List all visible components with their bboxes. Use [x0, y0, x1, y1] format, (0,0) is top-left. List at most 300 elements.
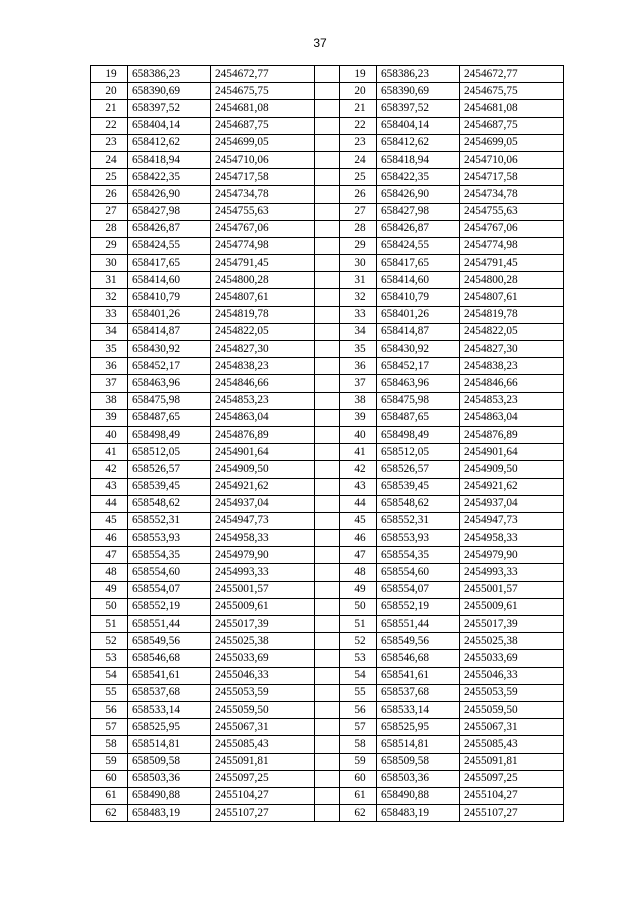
y-coordinate-cell: 2454717,58 — [211, 169, 315, 186]
table-row — [91, 719, 564, 736]
point-number-cell: 62 — [340, 805, 377, 822]
y-coordinate-cell: 2454947,73 — [211, 512, 315, 529]
point-number-cell: 38 — [91, 392, 128, 409]
point-number-cell: 31 — [340, 272, 377, 289]
x-coordinate-cell: 658414,60 — [377, 272, 460, 289]
x-coordinate-cell: 658404,14 — [128, 117, 211, 134]
column-gap-cell — [315, 547, 340, 564]
x-coordinate-cell: 658551,44 — [128, 616, 211, 633]
point-number-cell: 28 — [340, 220, 377, 237]
y-coordinate-cell: 2454791,45 — [211, 255, 315, 272]
point-number-cell: 34 — [340, 323, 377, 340]
table-row — [91, 237, 564, 254]
column-gap-cell — [315, 461, 340, 478]
column-gap-cell — [315, 753, 340, 770]
point-number-cell: 42 — [91, 461, 128, 478]
x-coordinate-cell: 658487,65 — [377, 409, 460, 426]
point-number-cell: 59 — [340, 753, 377, 770]
y-coordinate-cell: 2454734,78 — [460, 186, 564, 203]
y-coordinate-cell: 2454672,77 — [211, 66, 315, 83]
y-coordinate-cell: 2455017,39 — [211, 616, 315, 633]
y-coordinate-cell: 2455107,27 — [211, 805, 315, 822]
point-number-cell: 20 — [340, 83, 377, 100]
point-number-cell: 19 — [340, 66, 377, 83]
table-row — [91, 186, 564, 203]
x-coordinate-cell: 658426,90 — [128, 186, 211, 203]
table-row — [91, 495, 564, 512]
table-row — [91, 169, 564, 186]
table-row — [91, 530, 564, 547]
x-coordinate-cell: 658549,56 — [128, 633, 211, 650]
x-coordinate-cell: 658498,49 — [377, 426, 460, 443]
x-coordinate-cell: 658553,93 — [128, 530, 211, 547]
x-coordinate-cell: 658546,68 — [128, 650, 211, 667]
y-coordinate-cell: 2454822,05 — [460, 323, 564, 340]
y-coordinate-cell: 2454901,64 — [211, 444, 315, 461]
point-number-cell: 56 — [91, 701, 128, 718]
x-coordinate-cell: 658414,87 — [128, 323, 211, 340]
y-coordinate-cell: 2454710,06 — [211, 151, 315, 168]
point-number-cell: 48 — [340, 564, 377, 581]
y-coordinate-cell: 2454921,62 — [211, 478, 315, 495]
point-number-cell: 28 — [91, 220, 128, 237]
x-coordinate-cell: 658526,57 — [377, 461, 460, 478]
point-number-cell: 50 — [91, 598, 128, 615]
point-number-cell: 23 — [340, 134, 377, 151]
y-coordinate-cell: 2454993,33 — [460, 564, 564, 581]
y-coordinate-cell: 2454681,08 — [211, 100, 315, 117]
x-coordinate-cell: 658417,65 — [377, 255, 460, 272]
y-coordinate-cell: 2454853,23 — [211, 392, 315, 409]
y-coordinate-cell: 2455009,61 — [460, 598, 564, 615]
table-row — [91, 478, 564, 495]
point-number-cell: 32 — [340, 289, 377, 306]
y-coordinate-cell: 2454774,98 — [211, 237, 315, 254]
x-coordinate-cell: 658537,68 — [377, 684, 460, 701]
x-coordinate-cell: 658418,94 — [377, 151, 460, 168]
table-row — [91, 736, 564, 753]
x-coordinate-cell: 658537,68 — [128, 684, 211, 701]
x-coordinate-cell: 658487,65 — [128, 409, 211, 426]
x-coordinate-cell: 658509,58 — [128, 753, 211, 770]
column-gap-cell — [315, 375, 340, 392]
x-coordinate-cell: 658549,56 — [377, 633, 460, 650]
table-row — [91, 272, 564, 289]
x-coordinate-cell: 658410,79 — [128, 289, 211, 306]
point-number-cell: 43 — [91, 478, 128, 495]
y-coordinate-cell: 2455091,81 — [460, 753, 564, 770]
column-gap-cell — [315, 805, 340, 822]
y-coordinate-cell: 2455033,69 — [211, 650, 315, 667]
x-coordinate-cell: 658427,98 — [128, 203, 211, 220]
point-number-cell: 21 — [91, 100, 128, 117]
table-row — [91, 633, 564, 650]
y-coordinate-cell: 2455033,69 — [460, 650, 564, 667]
y-coordinate-cell: 2454791,45 — [460, 255, 564, 272]
point-number-cell: 39 — [91, 409, 128, 426]
point-number-cell: 34 — [91, 323, 128, 340]
x-coordinate-cell: 658422,35 — [377, 169, 460, 186]
point-number-cell: 60 — [340, 770, 377, 787]
column-gap-cell — [315, 151, 340, 168]
point-number-cell: 53 — [91, 650, 128, 667]
point-number-cell: 52 — [91, 633, 128, 650]
y-coordinate-cell: 2454937,04 — [460, 495, 564, 512]
table-row — [91, 134, 564, 151]
y-coordinate-cell: 2455067,31 — [211, 719, 315, 736]
point-number-cell: 38 — [340, 392, 377, 409]
point-number-cell: 19 — [91, 66, 128, 83]
table-row — [91, 461, 564, 478]
x-coordinate-cell: 658418,94 — [128, 151, 211, 168]
table-row — [91, 426, 564, 443]
point-number-cell: 32 — [91, 289, 128, 306]
table-row — [91, 358, 564, 375]
table-row — [91, 255, 564, 272]
x-coordinate-cell: 658554,35 — [128, 547, 211, 564]
table-row — [91, 341, 564, 358]
x-coordinate-cell: 658490,88 — [377, 787, 460, 804]
column-gap-cell — [315, 633, 340, 650]
y-coordinate-cell: 2454767,06 — [460, 220, 564, 237]
point-number-cell: 26 — [340, 186, 377, 203]
point-number-cell: 49 — [340, 581, 377, 598]
y-coordinate-cell: 2454755,63 — [211, 203, 315, 220]
point-number-cell: 49 — [91, 581, 128, 598]
table-row — [91, 409, 564, 426]
y-coordinate-cell: 2454710,06 — [460, 151, 564, 168]
point-number-cell: 48 — [91, 564, 128, 581]
table-row — [91, 512, 564, 529]
x-coordinate-cell: 658490,88 — [128, 787, 211, 804]
x-coordinate-cell: 658410,79 — [377, 289, 460, 306]
point-number-cell: 57 — [91, 719, 128, 736]
x-coordinate-cell: 658541,61 — [377, 667, 460, 684]
point-number-cell: 46 — [91, 530, 128, 547]
table-row — [91, 770, 564, 787]
point-number-cell: 37 — [340, 375, 377, 392]
column-gap-cell — [315, 512, 340, 529]
x-coordinate-cell: 658553,93 — [377, 530, 460, 547]
point-number-cell: 33 — [91, 306, 128, 323]
y-coordinate-cell: 2454800,28 — [460, 272, 564, 289]
x-coordinate-cell: 658426,87 — [128, 220, 211, 237]
y-coordinate-cell: 2454876,89 — [211, 426, 315, 443]
y-coordinate-cell: 2454979,90 — [211, 547, 315, 564]
y-coordinate-cell: 2454901,64 — [460, 444, 564, 461]
x-coordinate-cell: 658548,62 — [377, 495, 460, 512]
y-coordinate-cell: 2455001,57 — [460, 581, 564, 598]
table-row — [91, 444, 564, 461]
x-coordinate-cell: 658554,35 — [377, 547, 460, 564]
point-number-cell: 29 — [91, 237, 128, 254]
point-number-cell: 62 — [91, 805, 128, 822]
point-number-cell: 53 — [340, 650, 377, 667]
table-row — [91, 289, 564, 306]
y-coordinate-cell: 2455097,25 — [211, 770, 315, 787]
point-number-cell: 46 — [340, 530, 377, 547]
point-number-cell: 39 — [340, 409, 377, 426]
column-gap-cell — [315, 409, 340, 426]
x-coordinate-cell: 658430,92 — [377, 341, 460, 358]
column-gap-cell — [315, 220, 340, 237]
x-coordinate-cell: 658552,19 — [377, 598, 460, 615]
point-number-cell: 23 — [91, 134, 128, 151]
column-gap-cell — [315, 289, 340, 306]
point-number-cell: 21 — [340, 100, 377, 117]
point-number-cell: 54 — [340, 667, 377, 684]
x-coordinate-cell: 658498,49 — [128, 426, 211, 443]
y-coordinate-cell: 2455053,59 — [460, 684, 564, 701]
y-coordinate-cell: 2454819,78 — [211, 306, 315, 323]
column-gap-cell — [315, 719, 340, 736]
point-number-cell: 35 — [340, 341, 377, 358]
x-coordinate-cell: 658539,45 — [128, 478, 211, 495]
x-coordinate-cell: 658554,60 — [128, 564, 211, 581]
y-coordinate-cell: 2454699,05 — [211, 134, 315, 151]
point-number-cell: 24 — [340, 151, 377, 168]
point-number-cell: 61 — [340, 787, 377, 804]
y-coordinate-cell: 2455067,31 — [460, 719, 564, 736]
x-coordinate-cell: 658424,55 — [128, 237, 211, 254]
x-coordinate-cell: 658483,19 — [377, 805, 460, 822]
point-number-cell: 24 — [91, 151, 128, 168]
coordinates-table-body — [91, 66, 564, 822]
x-coordinate-cell: 658475,98 — [377, 392, 460, 409]
point-number-cell: 60 — [91, 770, 128, 787]
y-coordinate-cell: 2454717,58 — [460, 169, 564, 186]
table-row — [91, 547, 564, 564]
y-coordinate-cell: 2454909,50 — [211, 461, 315, 478]
x-coordinate-cell: 658417,65 — [128, 255, 211, 272]
y-coordinate-cell: 2455091,81 — [211, 753, 315, 770]
x-coordinate-cell: 658512,05 — [128, 444, 211, 461]
column-gap-cell — [315, 444, 340, 461]
point-number-cell: 55 — [91, 684, 128, 701]
x-coordinate-cell: 658533,14 — [128, 701, 211, 718]
point-number-cell: 36 — [340, 358, 377, 375]
x-coordinate-cell: 658452,17 — [128, 358, 211, 375]
y-coordinate-cell: 2454687,75 — [460, 117, 564, 134]
column-gap-cell — [315, 66, 340, 83]
y-coordinate-cell: 2454863,04 — [211, 409, 315, 426]
column-gap-cell — [315, 203, 340, 220]
x-coordinate-cell: 658463,96 — [128, 375, 211, 392]
point-number-cell: 26 — [91, 186, 128, 203]
x-coordinate-cell: 658412,62 — [128, 134, 211, 151]
table-row — [91, 117, 564, 134]
column-gap-cell — [315, 684, 340, 701]
y-coordinate-cell: 2455025,38 — [211, 633, 315, 650]
point-number-cell: 58 — [91, 736, 128, 753]
x-coordinate-cell: 658397,52 — [128, 100, 211, 117]
y-coordinate-cell: 2454807,61 — [460, 289, 564, 306]
coordinates-table — [90, 65, 564, 822]
y-coordinate-cell: 2454767,06 — [211, 220, 315, 237]
point-number-cell: 22 — [340, 117, 377, 134]
x-coordinate-cell: 658414,60 — [128, 272, 211, 289]
column-gap-cell — [315, 272, 340, 289]
point-number-cell: 41 — [91, 444, 128, 461]
y-coordinate-cell: 2454909,50 — [460, 461, 564, 478]
x-coordinate-cell: 658386,23 — [377, 66, 460, 83]
x-coordinate-cell: 658452,17 — [377, 358, 460, 375]
y-coordinate-cell: 2454687,75 — [211, 117, 315, 134]
y-coordinate-cell: 2455001,57 — [211, 581, 315, 598]
y-coordinate-cell: 2454755,63 — [460, 203, 564, 220]
y-coordinate-cell: 2454827,30 — [460, 341, 564, 358]
table-row — [91, 616, 564, 633]
x-coordinate-cell: 658525,95 — [377, 719, 460, 736]
column-gap-cell — [315, 598, 340, 615]
y-coordinate-cell: 2455104,27 — [211, 787, 315, 804]
table-row — [91, 650, 564, 667]
column-gap-cell — [315, 306, 340, 323]
y-coordinate-cell: 2454921,62 — [460, 478, 564, 495]
column-gap-cell — [315, 255, 340, 272]
y-coordinate-cell: 2454947,73 — [460, 512, 564, 529]
column-gap-cell — [315, 701, 340, 718]
table-row — [91, 151, 564, 168]
x-coordinate-cell: 658426,90 — [377, 186, 460, 203]
table-row — [91, 805, 564, 822]
point-number-cell: 57 — [340, 719, 377, 736]
column-gap-cell — [315, 169, 340, 186]
x-coordinate-cell: 658554,07 — [377, 581, 460, 598]
point-number-cell: 37 — [91, 375, 128, 392]
y-coordinate-cell: 2454699,05 — [460, 134, 564, 151]
column-gap-cell — [315, 495, 340, 512]
point-number-cell: 30 — [91, 255, 128, 272]
point-number-cell: 47 — [340, 547, 377, 564]
y-coordinate-cell: 2454958,33 — [460, 530, 564, 547]
x-coordinate-cell: 658412,62 — [377, 134, 460, 151]
column-gap-cell — [315, 581, 340, 598]
column-gap-cell — [315, 667, 340, 684]
table-row — [91, 203, 564, 220]
y-coordinate-cell: 2454876,89 — [460, 426, 564, 443]
y-coordinate-cell: 2454838,23 — [460, 358, 564, 375]
y-coordinate-cell: 2455009,61 — [211, 598, 315, 615]
y-coordinate-cell: 2454822,05 — [211, 323, 315, 340]
point-number-cell: 25 — [340, 169, 377, 186]
y-coordinate-cell: 2454774,98 — [460, 237, 564, 254]
x-coordinate-cell: 658548,62 — [128, 495, 211, 512]
x-coordinate-cell: 658512,05 — [377, 444, 460, 461]
y-coordinate-cell: 2454681,08 — [460, 100, 564, 117]
point-number-cell: 29 — [340, 237, 377, 254]
y-coordinate-cell: 2455085,43 — [460, 736, 564, 753]
point-number-cell: 44 — [340, 495, 377, 512]
y-coordinate-cell: 2455104,27 — [460, 787, 564, 804]
x-coordinate-cell: 658526,57 — [128, 461, 211, 478]
x-coordinate-cell: 658552,31 — [377, 512, 460, 529]
x-coordinate-cell: 658514,81 — [377, 736, 460, 753]
y-coordinate-cell: 2454807,61 — [211, 289, 315, 306]
table-row — [91, 392, 564, 409]
y-coordinate-cell: 2454958,33 — [211, 530, 315, 547]
point-number-cell: 45 — [91, 512, 128, 529]
column-gap-cell — [315, 616, 340, 633]
column-gap-cell — [315, 117, 340, 134]
table-row — [91, 684, 564, 701]
y-coordinate-cell: 2454675,75 — [460, 83, 564, 100]
y-coordinate-cell: 2454827,30 — [211, 341, 315, 358]
table-row — [91, 787, 564, 804]
point-number-cell: 40 — [340, 426, 377, 443]
point-number-cell: 44 — [91, 495, 128, 512]
x-coordinate-cell: 658424,55 — [377, 237, 460, 254]
y-coordinate-cell: 2455017,39 — [460, 616, 564, 633]
table-row — [91, 701, 564, 718]
point-number-cell: 33 — [340, 306, 377, 323]
column-gap-cell — [315, 787, 340, 804]
point-number-cell: 35 — [91, 341, 128, 358]
point-number-cell: 25 — [91, 169, 128, 186]
x-coordinate-cell: 658426,87 — [377, 220, 460, 237]
table-row — [91, 306, 564, 323]
point-number-cell: 59 — [91, 753, 128, 770]
table-row — [91, 667, 564, 684]
x-coordinate-cell: 658475,98 — [128, 392, 211, 409]
y-coordinate-cell: 2454838,23 — [211, 358, 315, 375]
point-number-cell: 22 — [91, 117, 128, 134]
table-row — [91, 753, 564, 770]
x-coordinate-cell: 658554,60 — [377, 564, 460, 581]
column-gap-cell — [315, 100, 340, 117]
x-coordinate-cell: 658430,92 — [128, 341, 211, 358]
column-gap-cell — [315, 530, 340, 547]
y-coordinate-cell: 2455085,43 — [211, 736, 315, 753]
column-gap-cell — [315, 770, 340, 787]
point-number-cell: 31 — [91, 272, 128, 289]
x-coordinate-cell: 658541,61 — [128, 667, 211, 684]
y-coordinate-cell: 2454853,23 — [460, 392, 564, 409]
x-coordinate-cell: 658514,81 — [128, 736, 211, 753]
x-coordinate-cell: 658509,58 — [377, 753, 460, 770]
column-gap-cell — [315, 83, 340, 100]
column-gap-cell — [315, 564, 340, 581]
table-row — [91, 375, 564, 392]
x-coordinate-cell: 658404,14 — [377, 117, 460, 134]
x-coordinate-cell: 658554,07 — [128, 581, 211, 598]
x-coordinate-cell: 658503,36 — [377, 770, 460, 787]
point-number-cell: 58 — [340, 736, 377, 753]
x-coordinate-cell: 658552,19 — [128, 598, 211, 615]
y-coordinate-cell: 2455046,33 — [460, 667, 564, 684]
x-coordinate-cell: 658539,45 — [377, 478, 460, 495]
x-coordinate-cell: 658414,87 — [377, 323, 460, 340]
point-number-cell: 36 — [91, 358, 128, 375]
point-number-cell: 47 — [91, 547, 128, 564]
point-number-cell: 51 — [91, 616, 128, 633]
point-number-cell: 56 — [340, 701, 377, 718]
point-number-cell: 61 — [91, 787, 128, 804]
x-coordinate-cell: 658463,96 — [377, 375, 460, 392]
point-number-cell: 41 — [340, 444, 377, 461]
y-coordinate-cell: 2454937,04 — [211, 495, 315, 512]
y-coordinate-cell: 2455097,25 — [460, 770, 564, 787]
column-gap-cell — [315, 134, 340, 151]
x-coordinate-cell: 658390,69 — [128, 83, 211, 100]
x-coordinate-cell: 658422,35 — [128, 169, 211, 186]
y-coordinate-cell: 2454846,66 — [460, 375, 564, 392]
point-number-cell: 45 — [340, 512, 377, 529]
x-coordinate-cell: 658401,26 — [377, 306, 460, 323]
table-row — [91, 83, 564, 100]
column-gap-cell — [315, 237, 340, 254]
x-coordinate-cell: 658390,69 — [377, 83, 460, 100]
